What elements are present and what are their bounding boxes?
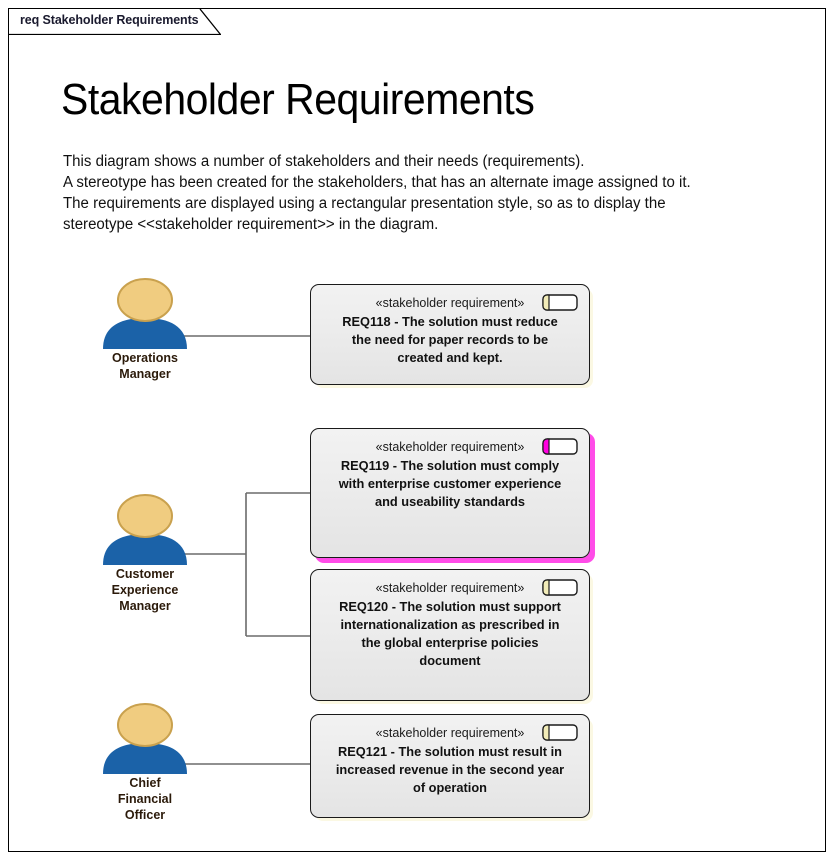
diagram-description — [63, 151, 781, 235]
requirement-text — [321, 439, 579, 511]
requirement-name — [321, 457, 579, 511]
actor-label-line: Financial — [117, 792, 173, 806]
actor-label — [85, 775, 205, 823]
requirement-box-req118[interactable] — [310, 284, 590, 385]
diagram-frame — [8, 8, 826, 852]
requirement-name-line: the need for paper records to be — [351, 332, 549, 347]
requirement-name-line: of operation — [413, 780, 487, 795]
actor-label-line: Chief — [129, 776, 161, 790]
frame-header-tab[interactable] — [9, 9, 221, 35]
actor-customer-experience-manager[interactable] — [85, 493, 205, 614]
requirement-box-req120[interactable] — [310, 569, 590, 701]
requirement-stereotype: «stakeholder requirement» — [375, 726, 525, 740]
requirement-stereotype: «stakeholder requirement» — [375, 581, 525, 595]
requirement-name-line: REQ118 - The solution must reduce — [342, 314, 558, 329]
actor-figure — [85, 702, 205, 774]
actor-label-line: Officer — [124, 808, 166, 822]
actor-label — [85, 350, 205, 382]
requirement-name — [321, 598, 579, 670]
requirement-name — [321, 313, 579, 367]
requirement-text — [321, 295, 579, 367]
person-icon — [85, 277, 205, 349]
actor-label-line: Experience — [111, 583, 179, 597]
actor-figure — [85, 277, 205, 349]
requirement-name-line: REQ120 - The solution must support — [339, 599, 561, 614]
requirement-text — [321, 725, 579, 797]
actor-label-line: Manager — [119, 599, 171, 613]
requirement-box-req119[interactable] — [310, 428, 590, 558]
actor-label — [85, 566, 205, 614]
requirement-stereotype: «stakeholder requirement» — [375, 296, 525, 310]
requirement-name-line: created and kept. — [397, 350, 503, 365]
description-line: This diagram shows a number of stakeholders and their needs (requirements). — [63, 153, 585, 170]
actor-label-line: Operations — [112, 351, 178, 365]
description-line: A stereotype has been created for the stakeholders, that has an alternate image assigned to it. — [63, 174, 691, 191]
requirement-box-req121[interactable] — [310, 714, 590, 818]
requirement-name-line: REQ121 - The solution must result in — [338, 744, 562, 759]
description-line: The requirements are displayed using a rectangular presentation style, so as to display the — [63, 195, 666, 212]
page-title: Stakeholder Requirements — [61, 75, 535, 124]
requirement-name-line: with enterprise customer experience — [338, 476, 562, 491]
actor-label-line: Manager — [119, 367, 171, 381]
person-icon — [85, 702, 205, 774]
requirement-name-line: document — [419, 653, 481, 668]
requirement-name — [321, 743, 579, 797]
requirement-name-line: increased revenue in the second year — [335, 762, 565, 777]
requirement-text — [321, 580, 579, 670]
requirement-name-line: the global enterprise policies — [361, 635, 539, 650]
person-icon — [85, 493, 205, 565]
frame-tab-label: req Stakeholder Requirements — [20, 13, 199, 27]
requirement-stereotype: «stakeholder requirement» — [375, 440, 525, 454]
actor-figure — [85, 493, 205, 565]
requirement-name-line: REQ119 - The solution must comply — [340, 458, 560, 473]
requirement-name-line: and useability standards — [374, 494, 526, 509]
requirement-name-line: internationalization as prescribed in — [340, 617, 560, 632]
actor-label-line: Customer — [115, 567, 175, 581]
actor-chief-financial-officer[interactable] — [85, 702, 205, 823]
actor-operations-manager[interactable] — [85, 277, 205, 382]
description-line: stereotype <<stakeholder requirement>> in the diagram. — [63, 216, 439, 233]
